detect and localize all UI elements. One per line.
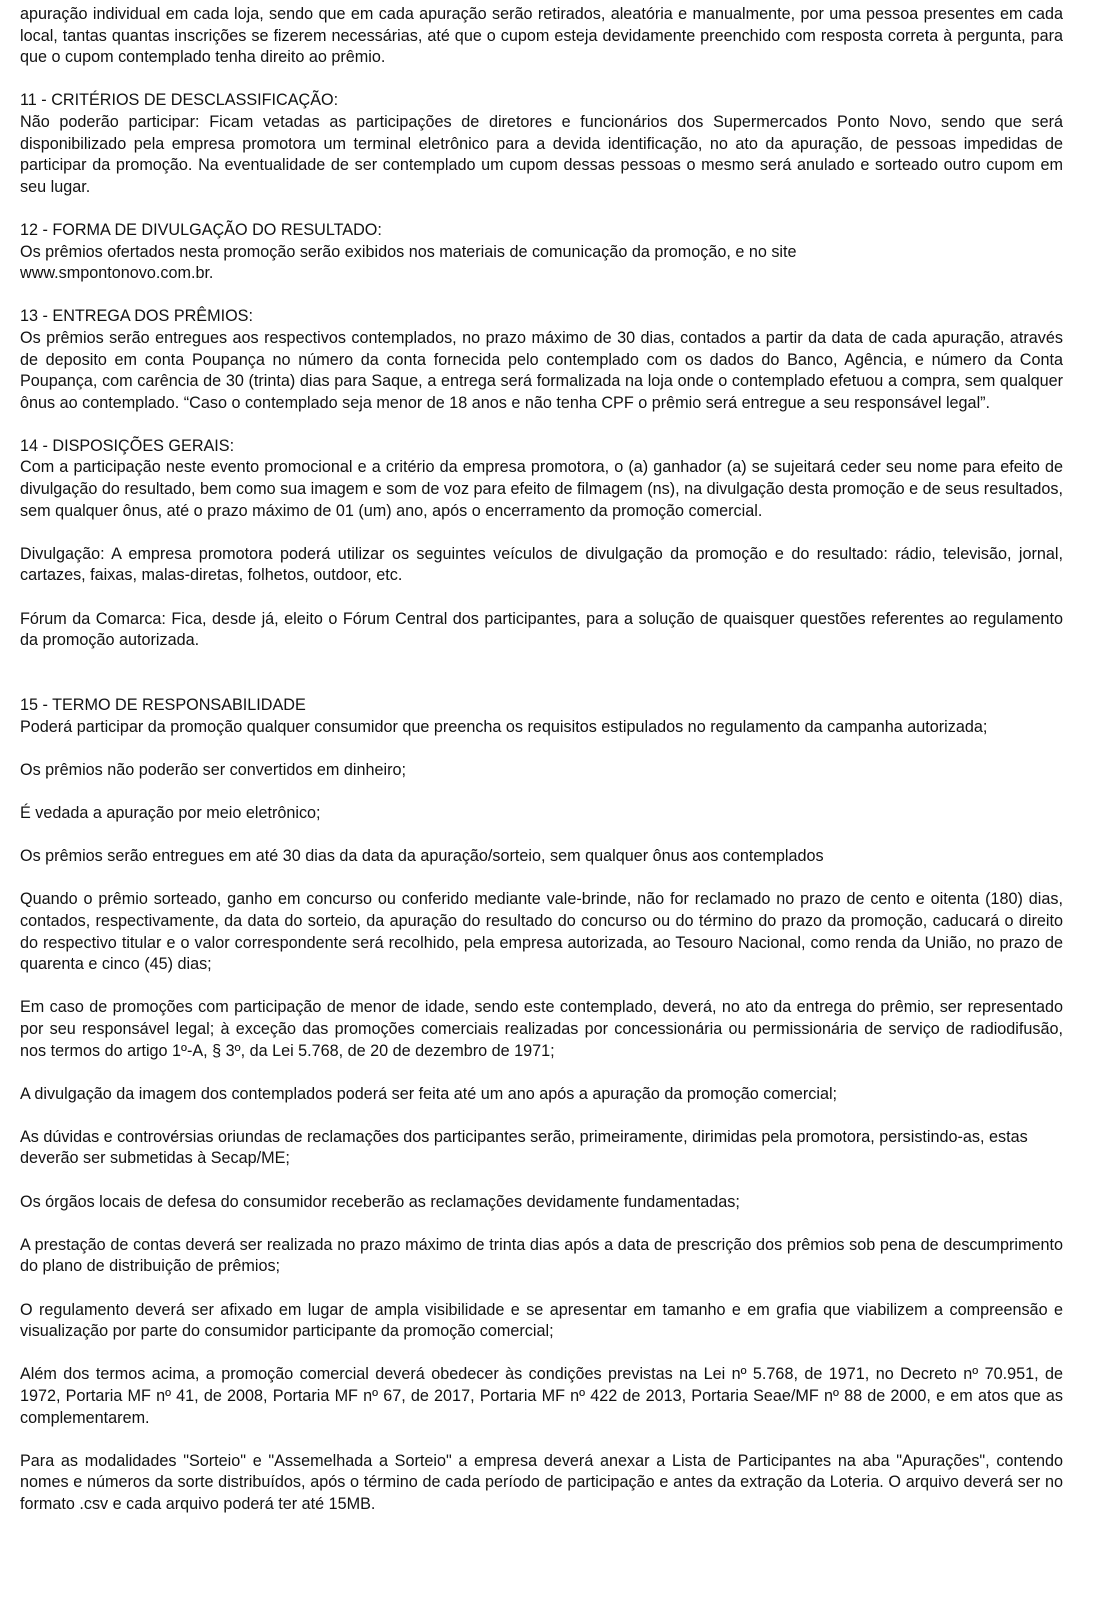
section-14-forum: Fórum da Comarca: Fica, desde já, eleito o Fórum Central dos participantes, para a solução de quaisquer questões referentes ao regulamento da promoção autorizada. [20, 609, 1063, 650]
section-12-result-disclosure [20, 220, 1063, 285]
section-15-paragraph: Para as modalidades "Sorteio" e "Assemelhada a Sorteio" a empresa deverá anexar a Lista de Participantes na aba "Apurações", contendo nomes e números da sorte distribuídos, após o término de cada período de participação e antes da extração da Loteria. O arquivo deverá ser no formato .csv e cada arquivo poderá ter até 15MB. [20, 1451, 1063, 1513]
section-11-body: Não poderão participar: Ficam vetadas as participações de diretores e funcionários dos Supermercados Ponto Novo, sendo que será disponibilizado pela empresa promotora um terminal eletrônico para a devida identificação, no ato da apuração, de pessoas impedidas de participar da promoção. Na eventualidade de ser contemplado um cupom dessas pessoas o mesmo será anulado e sorteado outro cupom em seu lugar. [20, 112, 1063, 196]
section-15-paragraph: É vedada a apuração por meio eletrônico; [20, 803, 321, 822]
section-12-website: www.smpontonovo.com.br. [20, 264, 214, 283]
section-12-heading: 12 - FORMA DE DIVULGAÇÃO DO RESULTADO: [20, 220, 382, 239]
section-14-divulgacao: Divulgação: A empresa promotora poderá utilizar os seguintes veículos de divulgação da promoção e do resultado: rádio, televisão, jornal, cartazes, faixas, malas-diretas, folhetos, outdoor, etc. [20, 544, 1063, 585]
section-14-heading: 14 - DISPOSIÇÕES GERAIS: [20, 436, 235, 455]
section-15-paragraph: As dúvidas e controvérsias oriundas de reclamações dos participantes serão, primeiramente, dirimidas pela promotora, persistindo-as, estas deverão ser submetidas à Secap/ME; [20, 1127, 1028, 1168]
section-15-paragraph: A prestação de contas deverá ser realizada no prazo máximo de trinta dias após a data de prescrição dos prêmios sob pena de descumprimento do plano de distribuição de prêmios; [20, 1235, 1063, 1276]
section-14-body: Com a participação neste evento promocional e a critério da empresa promotora, o (a) ganhador (a) se sujeitará ceder seu nome para efeito de divulgação do resultado, bem como sua imagem e som de voz para efeito de filmagem (ns), na divulgação desta promoção e de seus resultados, sem qualquer ônus, até o prazo máximo de 01 (um) ano, após o encerramento da promoção comercial. [20, 458, 1063, 520]
section-15-paragraph: Os órgãos locais de defesa do consumidor receberão as reclamações devidamente fundamentadas; [20, 1192, 740, 1211]
section-11-disqualification [20, 90, 1063, 198]
section-15-paragraph: Em caso de promoções com participação de menor de idade, sendo este contemplado, deverá, no ato da entrega do prêmio, ser representado por seu responsável legal; à exceção das promoções comerciais realizadas por concessionária ou permissionária de serviço de radiodifusão, nos termos do artigo 1º-A, § 3º, da Lei 5.768, de 20 de dezembro de 1971; [20, 998, 1063, 1060]
section-13-heading: 13 - ENTREGA DOS PRÊMIOS: [20, 307, 253, 326]
section-15-paragraph: Poderá participar da promoção qualquer consumidor que preencha os requisitos estipulados no regulamento da campanha autorizada; [20, 717, 988, 736]
section-15-paragraph: O regulamento deverá ser afixado em lugar de ampla visibilidade e se apresentar em tamanho e em grafia que viabilizem a compreensão e visualização por parte do consumidor participante da promoção comercial; [20, 1300, 1063, 1341]
section-15-paragraph: Os prêmios serão entregues em até 30 dias da data da apuração/sorteio, sem qualquer ônus aos contemplados [20, 847, 824, 866]
section-15-paragraph: Quando o prêmio sorteado, ganho em concurso ou conferido mediante vale-brinde, não for reclamado no prazo de cento e oitenta (180) dias, contados, respectivamente, da data do sorteio, da apuração do resultado do concurso ou do término do prazo da promoção, caducará o direito do respectivo titular e o valor correspondente será recolhido, pela empresa autorizada, ao Tesouro Nacional, como renda da União, no prazo de quarenta e cinco (45) dias; [20, 890, 1063, 974]
section-11-heading: 11 - CRITÉRIOS DE DESCLASSIFICAÇÃO: [20, 91, 339, 110]
section-15-responsibility-term [20, 695, 1063, 1516]
section-13-body: Os prêmios serão entregues aos respectivos contemplados, no prazo máximo de 30 dias, contados a partir da data de cada apuração, através de deposito em conta Poupança no número da conta fornecida pelo contemplado com os dados do Banco, Agência, e número da Conta Poupança, com carência de 30 (trinta) dias para Saque, a entrega será formalizada na loja onde o contemplado efetuou a compra, sem qualquer ônus ao contemplado. “Caso o contemplado seja menor de 18 anos e não tenha CPF o prêmio será entregue a seu responsável legal”. [20, 328, 1063, 412]
document-page [20, 4, 1063, 1516]
section-15-paragraph: Os prêmios não poderão ser convertidos em dinheiro; [20, 760, 407, 779]
section-15-paragraph: Além dos termos acima, a promoção comercial deverá obedecer às condições previstas na Lei nº 5.768, de 1971, no Decreto nº 70.951, de 1972, Portaria MF nº 41, de 2008, Portaria MF nº 67, de 2017, Portaria MF nº 422 de 2013, Portaria Seae/MF nº 88 de 2000, e em atos que as complementarem. [20, 1365, 1063, 1427]
section-12-body-line1: Os prêmios ofertados nesta promoção serão exibidos nos materiais de comunicação da promoção, e no site [20, 242, 797, 261]
section-13-prize-delivery [20, 306, 1063, 414]
intro-paragraph: apuração individual em cada loja, sendo que em cada apuração serão retirados, aleatória e manualmente, por uma pessoa presentes em cada local, tantas quantas inscrições se fizerem necessárias, até que o cupom esteja devidamente preenchido com resposta correta à pergunta, para que o cupom contemplado tenha direito ao prêmio. [20, 5, 1063, 67]
section-15-heading: 15 - TERMO DE RESPONSABILIDADE [20, 696, 306, 714]
section-15-paragraph: A divulgação da imagem dos contemplados poderá ser feita até um ano após a apuração da promoção comercial; [20, 1084, 838, 1103]
section-14-general-provisions [20, 436, 1063, 652]
